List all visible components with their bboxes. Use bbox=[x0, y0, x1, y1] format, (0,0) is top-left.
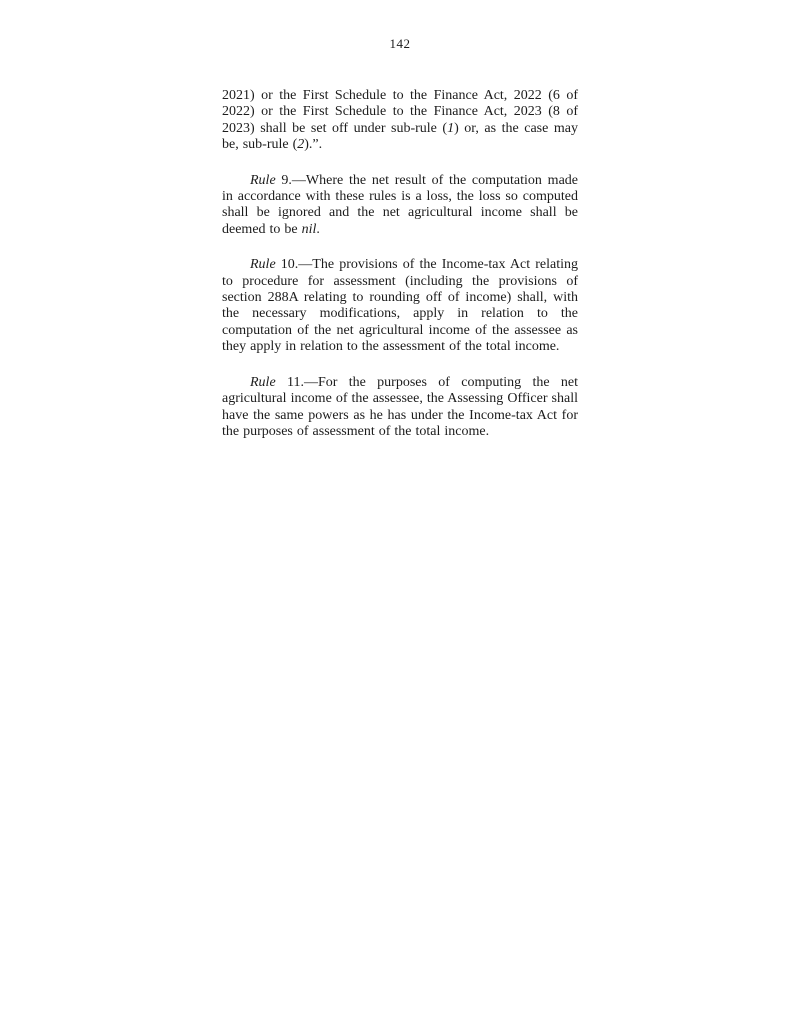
text-column bbox=[222, 36, 578, 459]
italic-text-run: Rule bbox=[250, 374, 276, 390]
text-run: 9.—Where the net result of the computation made in accordance with these rules is a loss, the loss so computed shall be ignored and the net agricultural income shall be deemed to be bbox=[222, 172, 578, 237]
italic-text-run: 1 bbox=[447, 120, 455, 136]
rule-9-paragraph bbox=[222, 173, 578, 239]
text-run: ).”. bbox=[304, 137, 323, 153]
document-body bbox=[222, 88, 578, 440]
text-run: 11.—For the purposes of computing the net agricultural income of the assessee, the Assessing Officer shall have the same powers as he has under the Income-tax Act for the purposes of assessment of the total income. bbox=[222, 374, 578, 439]
rule-11-paragraph bbox=[222, 375, 578, 441]
continuation-paragraph bbox=[222, 88, 578, 154]
rule-10-paragraph bbox=[222, 257, 578, 355]
italic-text-run: Rule bbox=[250, 257, 276, 273]
text-run: ) or, as the case may be, sub-rule ( bbox=[222, 120, 578, 153]
page-number: 142 bbox=[389, 36, 411, 51]
text-run: . bbox=[316, 221, 320, 237]
text-run: 10.—The provisions of the Income-tax Act relating to procedure for assessment (including the provisions of section 288A relating to rounding off of income) shall, with the necessary modifications, apply in relation to the computation of the net agricultural income of the assessee as they apply in relation to the assessment of the total income. bbox=[222, 257, 578, 355]
italic-text-run: nil bbox=[301, 221, 317, 237]
text-run: 2021) or the First Schedule to the Finance Act, 2022 (6 of 2022) or the First Schedule to the Finance Act, 2023 (8 of 2023) shall be set off under sub-rule ( bbox=[222, 88, 578, 136]
italic-text-run: 2 bbox=[297, 137, 305, 153]
italic-text-run: Rule bbox=[250, 172, 276, 188]
